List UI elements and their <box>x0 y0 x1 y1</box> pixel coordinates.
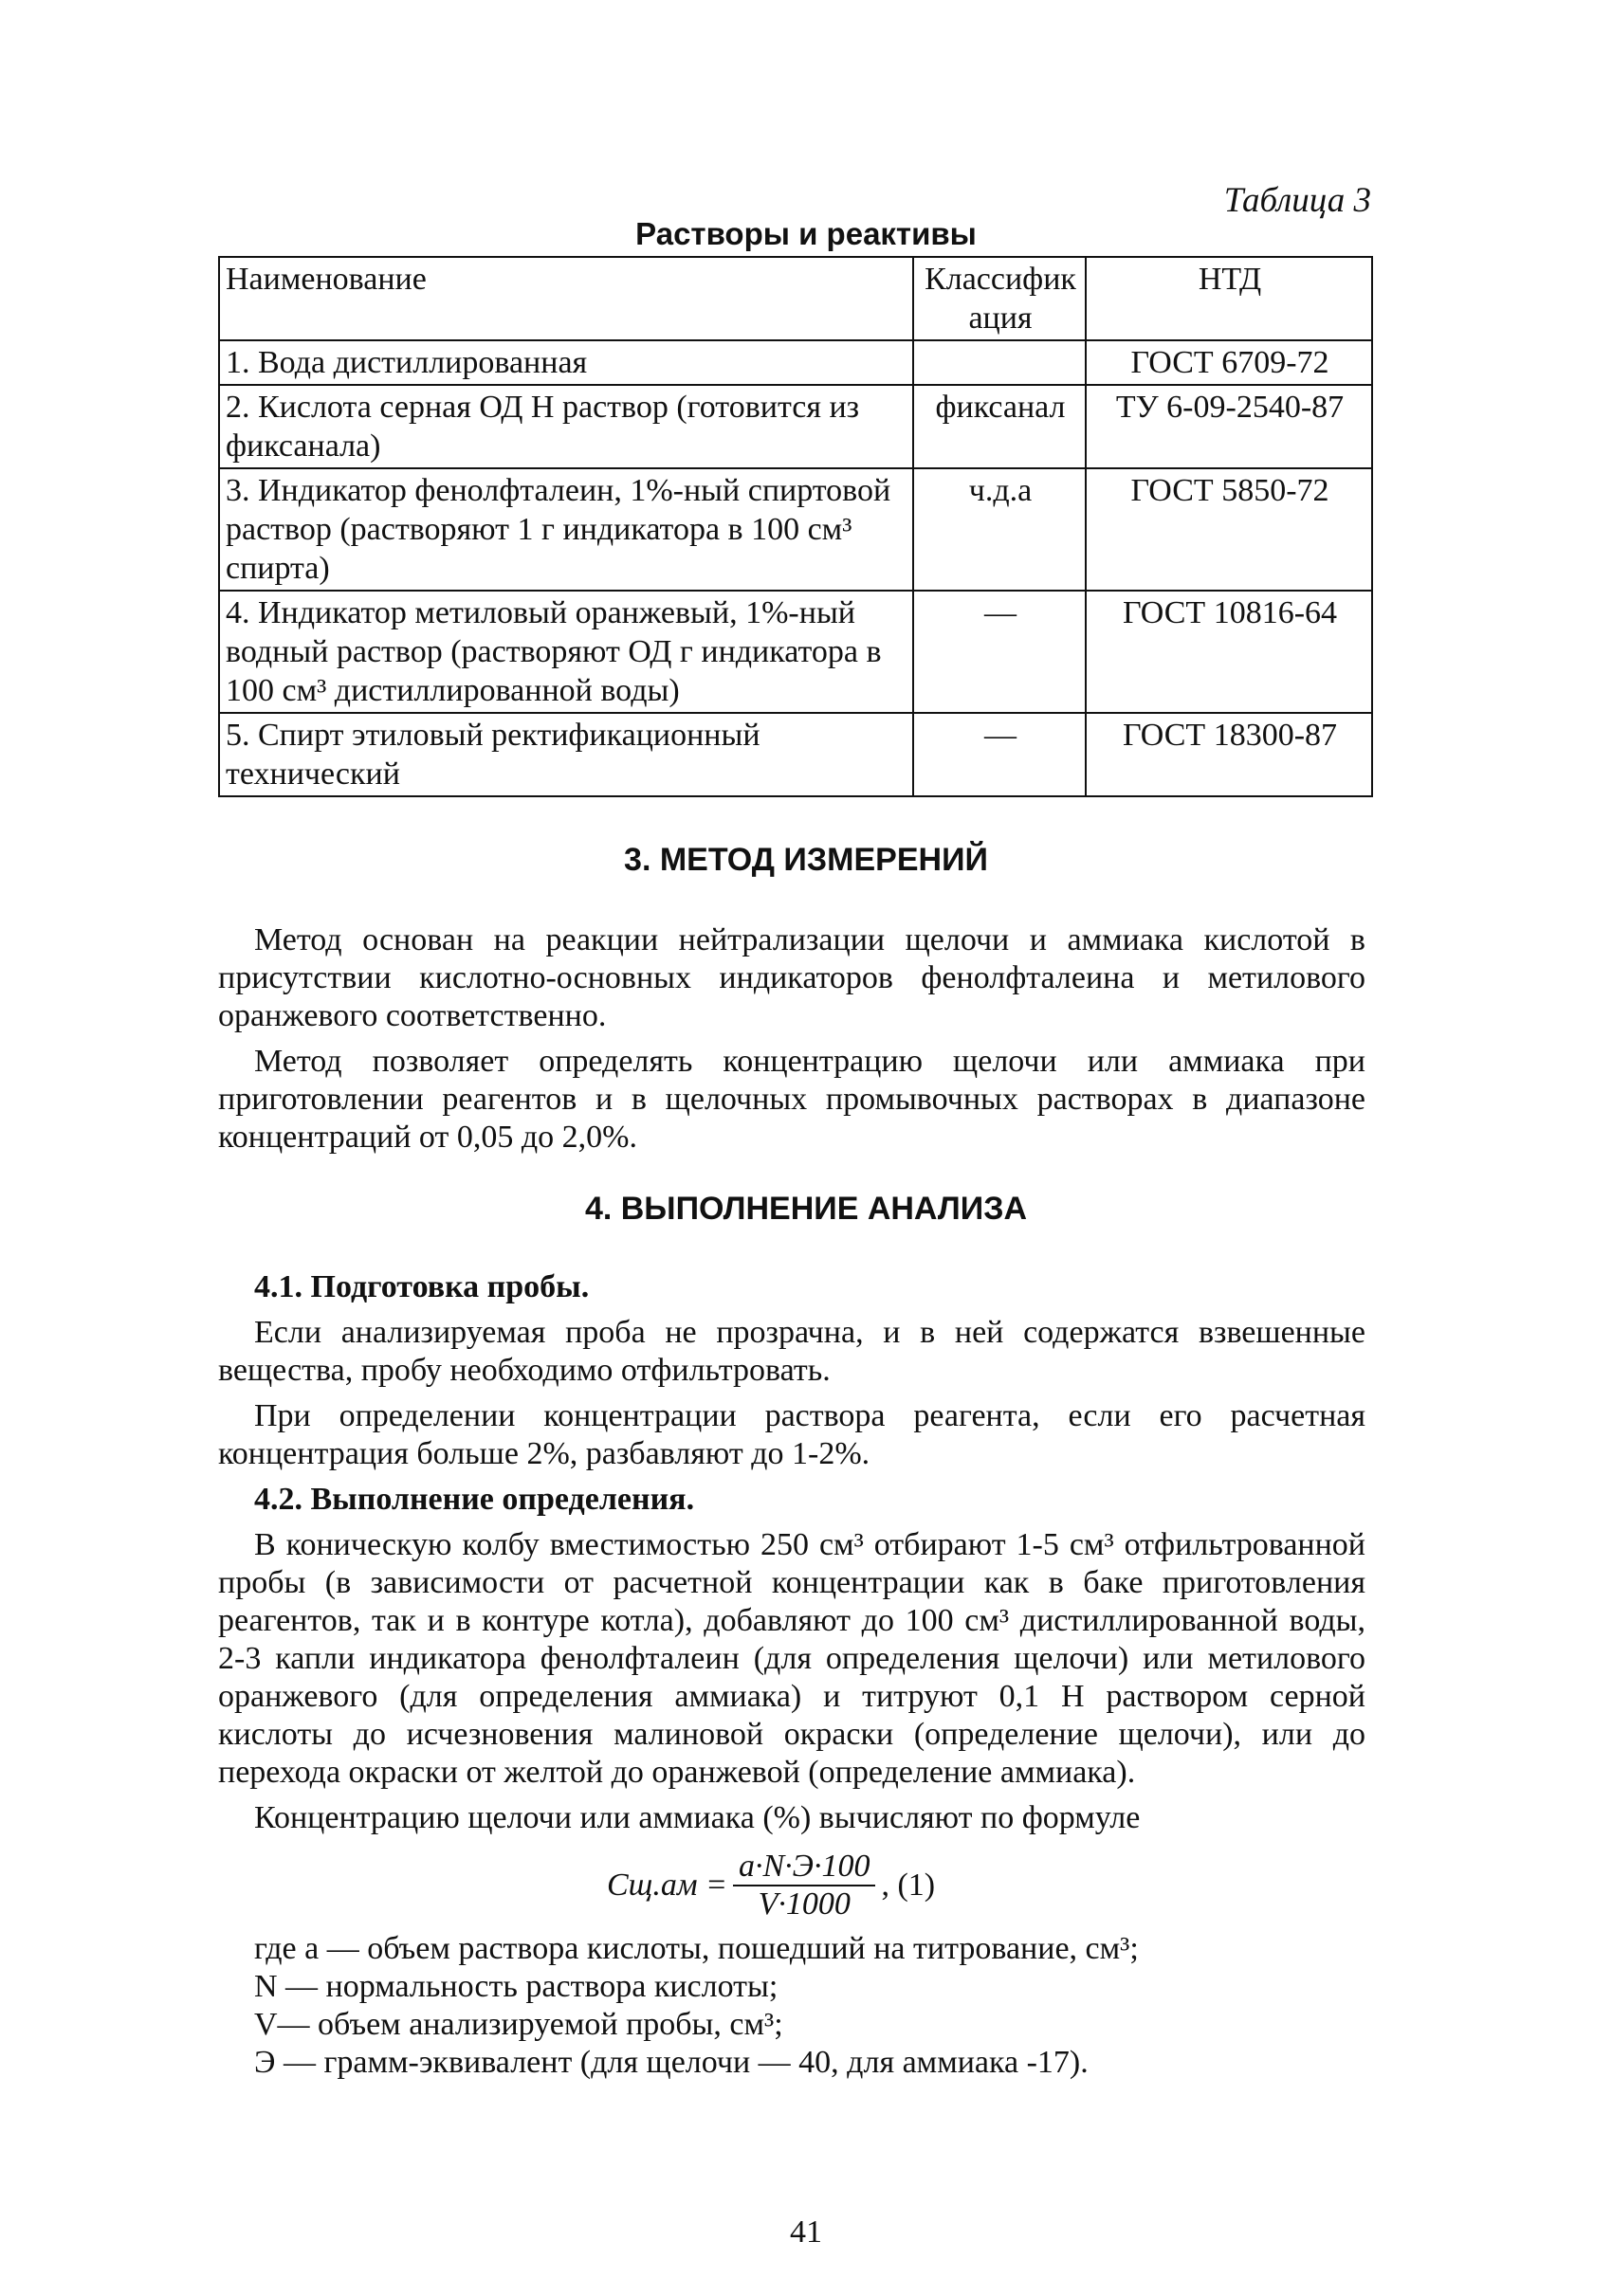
table-row <box>219 340 1372 385</box>
row-class: — <box>913 713 1086 796</box>
legend-line: Э — грамм-эквивалент (для щелочи — 40, для аммиака -17). <box>254 2045 1089 2080</box>
formula-number: , (1) <box>881 1868 936 1903</box>
row-name: 5. Спирт этиловый ректификационный технический <box>219 713 913 796</box>
formula-lhs: Сщ.ам = <box>607 1868 727 1903</box>
formula-numerator: a·N·Э·100 <box>733 1849 875 1886</box>
paragraph: При определении концентрации раствора реагента, если его расчетная концентрация больше 2%, разбавляют до 1-2%. <box>218 1398 1365 1471</box>
paragraph: Концентрацию щелочи или аммиака (%) вычисляют по формуле <box>254 1800 1141 1835</box>
subsection-heading: 4.2. Выполнение определения. <box>254 1482 695 1517</box>
header-name: Наименование <box>219 257 913 340</box>
row-class <box>913 340 1086 385</box>
formula <box>607 1849 935 1922</box>
row-name: 3. Индикатор фенолфталеин, 1%-ный спиртовой раствор (растворяют 1 г индикатора в 100 см³ спирта) <box>219 468 913 591</box>
formula-fraction <box>733 1849 875 1922</box>
table-label: Таблица 3 <box>1223 181 1371 220</box>
legend-line: где a — объем раствора кислоты, пошедший на титрование, см³; <box>254 1931 1139 1966</box>
row-ntd: ГОСТ 18300-87 <box>1086 713 1372 796</box>
paragraph: В коническую колбу вместимостью 250 см³ отбирают 1-5 см³ отфильтрованной пробы (в зависимости от расчетной концентрации как в баке приготовления реагентов, так и в контуре котла), добавляют до 100 см³ дистиллированной воды, 2-3 капли индикатора фенолфталеин (для определения щелочи) или метилового оранжевого (для определения аммиака) и титруют 0,1 Н раствором серной кислоты до исчезновения малиновой окраски (определение щелочи), или до перехода окраски от желтой до оранжевой (определение аммиака). <box>218 1527 1365 1790</box>
formula-denominator: V·1000 <box>758 1886 851 1922</box>
row-name: 1. Вода дистиллированная <box>219 340 913 385</box>
row-class: ч.д.а <box>913 468 1086 591</box>
row-name: 2. Кислота серная ОД Н раствор (готовится из фиксанала) <box>219 385 913 468</box>
row-name: 4. Индикатор метиловый оранжевый, 1%-ный водный раствор (растворяют ОД г индикатора в 100 см³ дистиллированной воды) <box>219 591 913 713</box>
paragraph: Метод позволяет определять концентрацию щелочи или аммиака при приготовлении реагентов и в щелочных промывочных растворах в диапазоне концентраций от 0,05 до 2,0%. <box>218 1044 1365 1155</box>
reagents-table <box>218 256 1373 797</box>
row-ntd: ГОСТ 5850-72 <box>1086 468 1372 591</box>
paragraph: Если анализируемая проба не прозрачна, и в ней содержатся взвешенные вещества, пробу необходимо отфильтровать. <box>218 1315 1365 1388</box>
row-ntd: ГОСТ 10816-64 <box>1086 591 1372 713</box>
table-header-row <box>219 257 1372 340</box>
table-row <box>219 591 1372 713</box>
section-3-body <box>218 921 1365 1164</box>
page-number: 41 <box>790 2214 822 2250</box>
header-class: Классифик ация <box>913 257 1086 340</box>
table-row <box>219 385 1372 468</box>
row-ntd: ГОСТ 6709-72 <box>1086 340 1372 385</box>
legend-line: V— объем анализируемой пробы, см³; <box>254 2007 783 2042</box>
section-4-body <box>218 1268 1365 1845</box>
table-row <box>219 713 1372 796</box>
legend-line: N — нормальность раствора кислоты; <box>254 1969 779 2004</box>
section-4-heading: 4. ВЫПОЛНЕНИЕ АНАЛИЗА <box>584 1191 1028 1227</box>
header-ntd: НТД <box>1086 257 1372 340</box>
formula-legend <box>254 1930 1139 2082</box>
paragraph: Метод основан на реакции нейтрализации щелочи и аммиака кислотой в присутствии кислотно-основных индикаторов фенолфталеина и метилового оранжевого соответственно. <box>218 922 1365 1033</box>
row-ntd: ТУ 6-09-2540-87 <box>1086 385 1372 468</box>
row-class: — <box>913 591 1086 713</box>
subsection-heading: 4.1. Подготовка пробы. <box>254 1269 590 1304</box>
row-class: фиксанал <box>913 385 1086 468</box>
table-title: Растворы и реактивы <box>635 216 977 251</box>
section-3-heading: 3. МЕТОД ИЗМЕРЕНИЙ <box>624 842 988 878</box>
table-row <box>219 468 1372 591</box>
